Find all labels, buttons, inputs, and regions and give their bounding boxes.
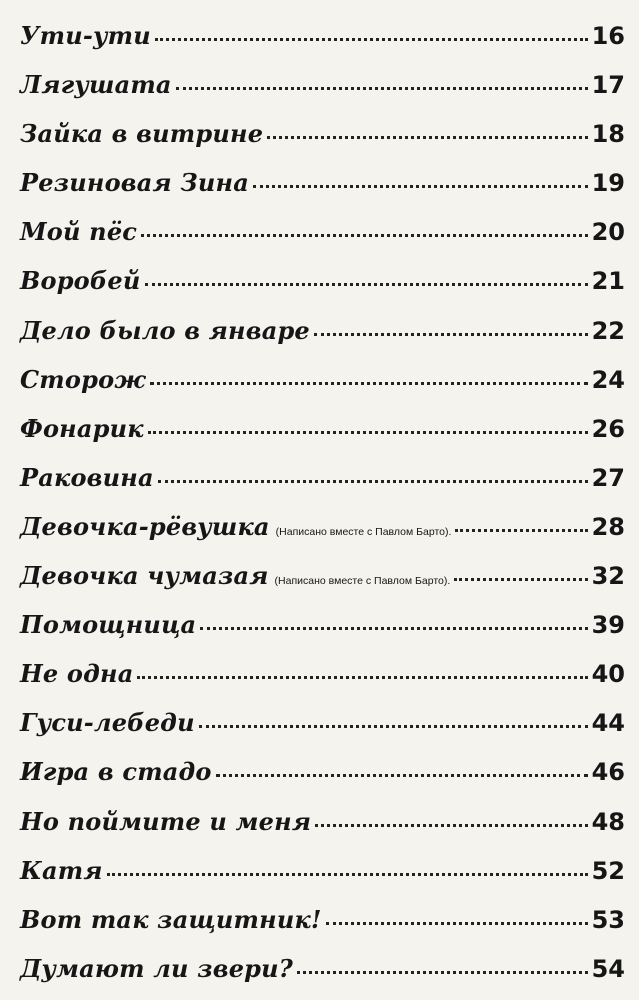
toc-entry[interactable]: [20, 846, 625, 895]
toc-entry-title: Гуси-лебеди: [20, 708, 195, 738]
dot-leader: [158, 480, 588, 483]
toc-entry-page: 24: [591, 365, 625, 394]
toc-entry-page: 39: [591, 611, 625, 640]
toc-entry-page: 28: [591, 512, 625, 541]
toc-entry-title: Ути-ути: [20, 21, 151, 50]
dot-leader: [455, 529, 587, 532]
dot-leader: [267, 136, 587, 139]
toc-entry[interactable]: [20, 502, 625, 551]
toc-entry-title: Но поймите и меня: [20, 806, 312, 836]
toc-entry[interactable]: [20, 747, 625, 796]
dot-leader: [148, 431, 588, 434]
toc-entry-title: Лягушата: [20, 70, 172, 100]
toc-entry-page: 19: [591, 169, 625, 198]
toc-entry-note: (Написано вместе с Павлом Барто).: [275, 525, 452, 538]
toc-entry[interactable]: [20, 207, 625, 256]
toc-entry[interactable]: [20, 158, 625, 207]
dot-leader: [176, 87, 588, 90]
toc-entry[interactable]: [20, 649, 625, 698]
toc-entry-page: 44: [591, 709, 625, 738]
dot-leader: [326, 922, 588, 925]
toc-entry[interactable]: [20, 355, 625, 404]
toc-entry-title: Не одна: [20, 659, 134, 689]
toc-entry[interactable]: [20, 109, 625, 158]
toc-entry-title: Резиновая Зина: [20, 168, 249, 198]
toc-entry-page: 53: [591, 905, 625, 934]
toc-entry[interactable]: [20, 895, 625, 944]
toc-entry[interactable]: [20, 600, 625, 649]
dot-leader: [155, 38, 588, 41]
toc-entry-title: Игра в стадо: [20, 757, 212, 787]
toc-entry[interactable]: [20, 60, 625, 109]
toc-entry-title: Девочка чумазая: [20, 561, 269, 591]
dot-leader: [315, 824, 587, 827]
toc-entry[interactable]: [20, 551, 625, 600]
toc-entry-title: Сторож: [20, 364, 146, 394]
toc-entry-title: Дело было в январе: [20, 315, 310, 345]
toc-entry-page: 27: [591, 463, 625, 492]
toc-entry-page: 26: [591, 414, 625, 443]
dot-leader: [107, 873, 588, 876]
toc-entry-title: Катя: [20, 855, 103, 885]
toc-entry-title: Зайка в витрине: [20, 119, 264, 149]
toc-entry-page: 54: [591, 954, 625, 983]
toc-entry[interactable]: [20, 797, 625, 846]
toc-entry-note: (Написано вместе с Павлом Барто).: [274, 575, 451, 588]
toc-entry[interactable]: [20, 453, 625, 502]
dot-leader: [314, 333, 588, 336]
dot-leader: [297, 971, 588, 974]
toc-entry-page: 18: [591, 120, 625, 149]
dot-leader: [200, 627, 587, 630]
toc-entry-page: 17: [591, 71, 625, 100]
dot-leader: [141, 234, 587, 237]
toc-entry-page: 46: [591, 758, 625, 787]
toc-entry-page: 20: [591, 218, 625, 247]
dot-leader: [454, 578, 587, 581]
dot-leader: [253, 185, 588, 188]
toc-entry[interactable]: [20, 11, 625, 60]
toc-entry-title: Думают ли звери?: [20, 953, 294, 983]
toc-entry-title: Фонарик: [20, 413, 144, 443]
toc-entry-title: Воробей: [20, 266, 141, 296]
toc-entry-page: 21: [591, 267, 625, 296]
toc-entry[interactable]: [20, 306, 625, 355]
toc-entry-page: 32: [591, 562, 625, 591]
dot-leader: [145, 283, 588, 286]
toc-entry[interactable]: [20, 404, 625, 453]
toc-entry[interactable]: [20, 944, 625, 993]
table-of-contents: [20, 11, 625, 993]
dot-leader: [137, 676, 587, 679]
toc-entry-page: 40: [591, 660, 625, 689]
toc-entry-page: 52: [591, 856, 625, 885]
toc-entry-page: 16: [591, 22, 625, 50]
toc-entry-title: Девочка-рёвушка: [20, 511, 270, 541]
toc-entry-title: Вот так защитник!: [20, 904, 322, 934]
toc-entry-page: 22: [591, 316, 625, 345]
dot-leader: [150, 382, 588, 385]
toc-entry-title: Мой пёс: [20, 217, 138, 247]
toc-entry-page: 48: [591, 807, 625, 836]
toc-entry[interactable]: [20, 698, 625, 747]
toc-entry-title: Помощница: [20, 610, 197, 640]
toc-entry[interactable]: [20, 256, 625, 305]
dot-leader: [216, 774, 588, 777]
toc-entry-title: Раковина: [20, 462, 154, 492]
dot-leader: [199, 725, 588, 728]
